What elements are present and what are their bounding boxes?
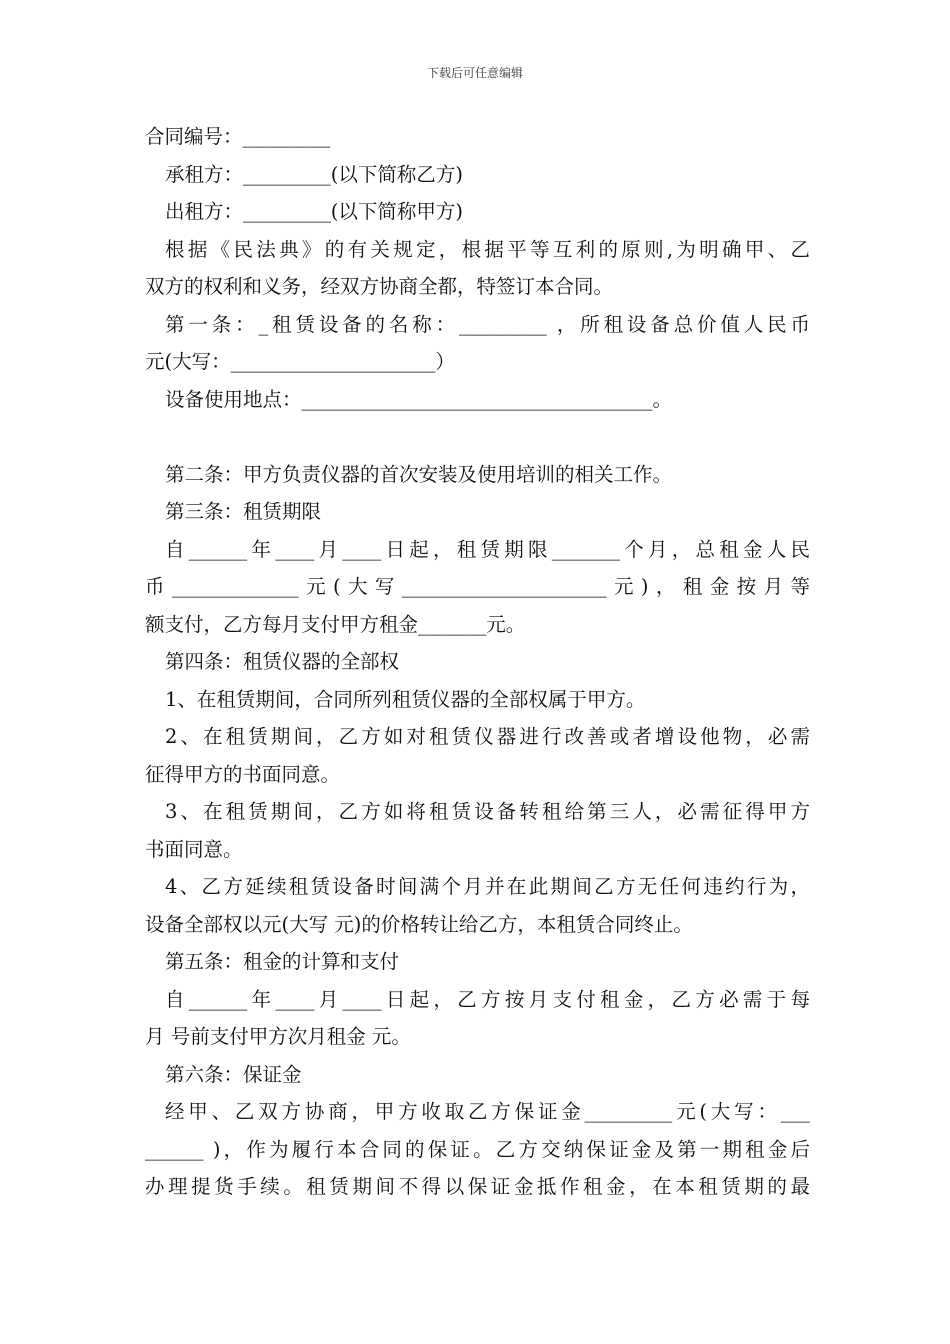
contract-line: 2、在租赁期间，乙方如对租赁仪器进行改善或者增设他物，必需 — [165, 725, 810, 748]
contract-line: 办理提货手续。租赁期间不得以保证金抵作租金，在本租赁期的最 — [145, 1175, 810, 1198]
contract-line: 承租方：_________(以下简称乙方) — [165, 162, 463, 186]
contract-line: 经甲、乙双方协商，甲方收取乙方保证金_________元(大写：___ — [165, 1100, 810, 1123]
contract-line: 书面同意。 — [145, 837, 243, 861]
contract-line: 自______年____月____日起，租赁期限_______个月，总租金人民 — [165, 537, 810, 561]
contract-line: 第二条：甲方负责仪器的首次安装及使用培训的相关工作。 — [165, 462, 673, 486]
contract-line: 征得甲方的书面同意。 — [145, 762, 341, 786]
contract-line: 设备全部权以元(大写 元)的价格转让给乙方，本租赁合同终止。 — [145, 912, 693, 936]
contract-line: 双方的权利和义务，经双方协商全都，特签订本合同。 — [145, 275, 614, 298]
contract-line: 自______年____月____日起，乙方按月支付租金，乙方必需于每 — [165, 987, 810, 1011]
contract-line: 月 号前支付甲方次月租金 元。 — [145, 1025, 411, 1048]
contract-line: ______ )，作为履行本合同的保证。乙方交纳保证金及第一期租金后 — [145, 1137, 810, 1161]
contract-line: 4、乙方延续租赁设备时间满个月并在此期间乙方无任何违约行为， — [165, 875, 810, 898]
contract-line: 合同编号：_________ — [145, 125, 331, 148]
contract-line: 第六条：保证金 — [165, 1062, 302, 1086]
contract-line: 第四条：租赁仪器的全部权 — [165, 650, 400, 673]
contract-line: 1、在租赁期间，合同所列租赁仪器的全部权属于甲方。 — [165, 687, 646, 711]
contract-line: 设备使用地点：____________________________________。 — [165, 387, 673, 411]
contract-line: 3、在租赁期间，乙方如将租赁设备转租给第三人，必需征得甲方 — [165, 800, 810, 823]
page-header-note: 下载后可任意编辑 — [426, 66, 523, 80]
contract-line: 根据《民法典》的有关规定，根据平等互利的原则,为明确甲、乙 — [165, 237, 810, 261]
contract-line: 第五条：租金的计算和支付 — [165, 950, 400, 973]
contract-line: 第三条：租赁期限 — [165, 500, 322, 523]
contract-body — [145, 118, 810, 1206]
contract-line: 元(大写：_____________________） — [145, 350, 455, 373]
contract-line: 额支付，乙方每月支付甲方租金_______元。 — [145, 612, 526, 636]
contract-line: 币_____________元(大写_____________________元)，租金按月等 — [145, 575, 810, 598]
contract-line: 第一条：_租赁设备的名称：_________ ，所租设备总价值人民币 — [165, 312, 810, 336]
contract-line: 出租方：_________(以下简称甲方) — [165, 200, 463, 223]
blank-line — [145, 418, 810, 456]
